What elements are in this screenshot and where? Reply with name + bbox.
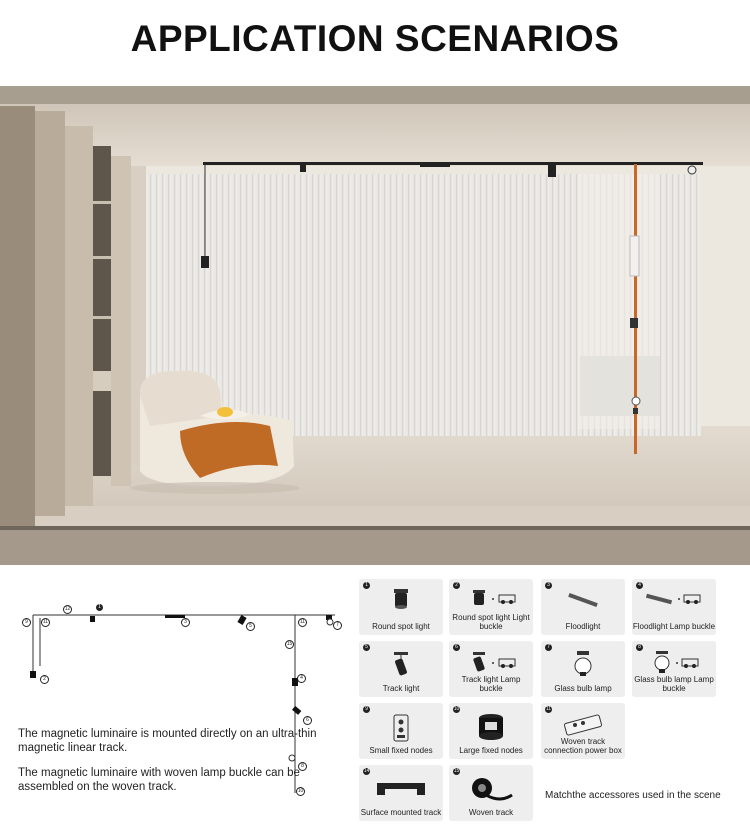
accessory-card-small-node [359, 703, 443, 759]
glass-bulb-icon [568, 649, 598, 679]
card-label: Woven track [468, 808, 514, 817]
marker-1: 1 [96, 604, 103, 611]
description-magnetic-track: The magnetic luminaire is mounted directly on an ultra-thin magnetic linear track. [18, 728, 317, 754]
track-layout-diagram [0, 578, 352, 840]
marker-3: 3 [181, 618, 190, 627]
card-label: Glass bulb lamp Lamp buckle [634, 675, 714, 693]
floodlight-icon [563, 587, 603, 613]
card-number: 6 [453, 644, 460, 651]
card-label: Floodlight [565, 622, 601, 631]
card-label: Woven track connection power box [544, 737, 622, 755]
card-label: Track light [382, 684, 420, 693]
card-number: 9 [363, 706, 370, 713]
accessory-card-round-spot-buckle [449, 579, 533, 635]
small-node-icon [386, 711, 416, 745]
accessory-card-power-box [541, 703, 625, 759]
marker-15: 15 [286, 641, 293, 647]
card-number: 8 [636, 644, 643, 651]
card-number: 10 [453, 706, 460, 712]
accessory-card-floodlight-buckle [632, 579, 716, 635]
card-number: 11 [545, 706, 552, 712]
card-number: 4 [636, 582, 643, 589]
marker-7: 7 [333, 621, 342, 630]
marker-10: 10 [297, 788, 304, 794]
marker-4: 4 [297, 674, 306, 683]
accessory-card-woven-track [449, 765, 533, 821]
card-number: 14 [363, 768, 370, 774]
floodlight-buckle-icon [642, 587, 706, 611]
accessory-card-floodlight [541, 579, 625, 635]
accessory-card-track-light [359, 641, 443, 697]
card-label: Track light Lamp buckle [461, 675, 521, 693]
accessory-card-glass-bulb [541, 641, 625, 697]
accessory-card-large-node [449, 703, 533, 759]
description-woven-track: The magnetic luminaire with woven lamp buckle can be assembled on the woven track. [18, 767, 300, 793]
accessory-card-surface-track [359, 765, 443, 821]
marker-11: 11 [42, 619, 49, 625]
page-title: APPLICATION SCENARIOS [130, 18, 620, 59]
large-node-icon [473, 711, 509, 745]
card-label: Small fixed nodes [369, 746, 433, 755]
card-number: 5 [363, 644, 370, 651]
marker-2: 2 [40, 675, 49, 684]
marker-11b: 11 [299, 619, 306, 625]
marker-12: 12 [64, 606, 71, 612]
woven-track-icon [466, 773, 516, 807]
power-box-icon [561, 711, 605, 739]
marker-6: 6 [303, 716, 312, 725]
accessory-card-track-light-buckle [449, 641, 533, 697]
room-scene-image [0, 86, 750, 565]
marker-8: 8 [298, 762, 307, 771]
round-spot-buckle-icon [461, 587, 521, 611]
accessory-card-glass-bulb-buckle [632, 641, 716, 697]
card-number: 3 [545, 582, 552, 589]
round-spot-icon [386, 587, 416, 613]
track-light-icon [386, 649, 416, 679]
card-label: Large fixed nodes [459, 746, 523, 755]
accessories-note: Matchthe accessores used in the scene [545, 790, 721, 801]
card-number: 7 [545, 644, 552, 651]
card-label: Surface mounted track [360, 808, 442, 817]
card-label: Glass bulb lamp [554, 684, 612, 693]
accessory-card-round-spot-light [359, 579, 443, 635]
card-number: 15 [453, 768, 460, 774]
card-label: Round spot light Light buckle [452, 613, 530, 631]
marker-9: 9 [22, 618, 31, 627]
card-label: Round spot light [372, 622, 430, 631]
surface-track-icon [371, 773, 431, 803]
card-label: Floodlight Lamp buckle [632, 622, 716, 631]
card-number: 2 [453, 582, 460, 589]
marker-5: 5 [246, 622, 255, 631]
card-number: 1 [363, 582, 370, 589]
